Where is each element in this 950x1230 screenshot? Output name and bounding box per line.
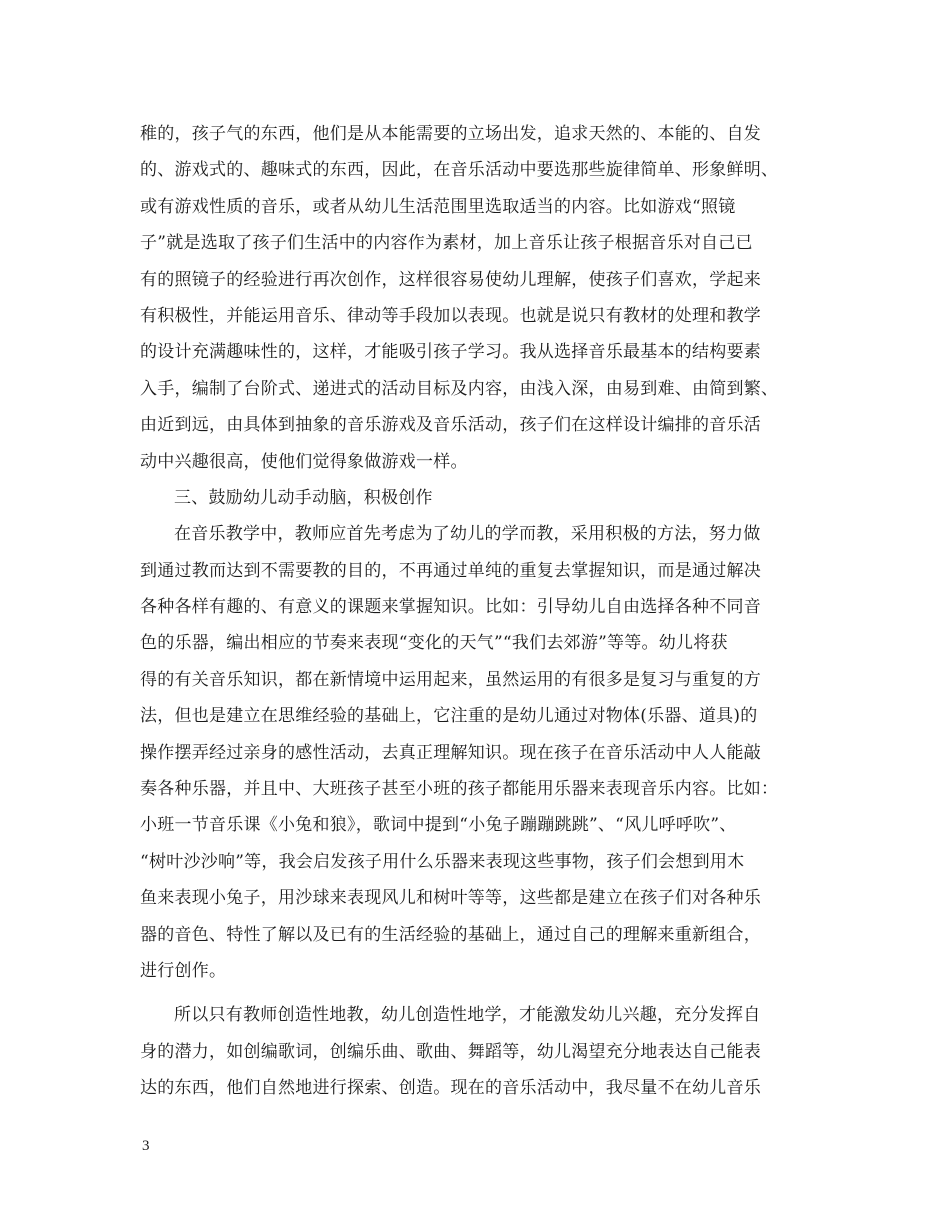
text-line: 有积极性，并能运用音乐、律动等手段加以表现。也就是说只有教材的处理和教学 xyxy=(140,305,761,326)
text-line: 所以只有教师创造性地教，幼儿创造性地学，才能激发幼儿兴趣，充分发挥自 xyxy=(174,1005,761,1026)
text-line: 色的乐器，编出相应的节奏来表现“变化的天气”“我们去郊游”等等。幼儿将获 xyxy=(140,633,728,654)
text-line: 器的音色、特性了解以及已有的生活经验的基础上，通过自己的理解来重新组合， xyxy=(140,924,761,945)
text-line: 法，但也是建立在思维经验的基础上，它注重的是幼儿通过对物体(乐器、道具)的 xyxy=(140,706,758,727)
text-line: 入手，编制了台阶式、递进式的活动目标及内容，由浅入深，由易到难、由简到繁、 xyxy=(140,378,779,399)
text-line: 的设计充满趣味性的，这样，才能吸引孩子学习。我从选择音乐最基本的结构要素 xyxy=(140,342,761,363)
text-line: 有的照镜子的经验进行再次创作，这样很容易使幼儿理解，使孩子们喜欢，学起来 xyxy=(140,269,761,290)
body-text xyxy=(140,116,812,1107)
text-line: 鱼来表现小兔子，用沙球来表现风儿和树叶等等，这些都是建立在孩子们对各种乐 xyxy=(140,888,761,909)
text-line: 稚的，孩子气的东西，他们是从本能需要的立场出发，追求天然的、本能的、自发 xyxy=(140,124,761,144)
page-number: 3 xyxy=(142,1138,150,1154)
section-heading: 三、鼓励幼儿动手动脑，积极创作 xyxy=(174,487,433,508)
text-line: 由近到远，由具体到抽象的音乐游戏及音乐活动，孩子们在这样设计编排的音乐活 xyxy=(140,415,761,436)
text-line: 到通过教而达到不需要教的目的，不再通过单纯的重复去掌握知识，而是通过解决 xyxy=(140,560,761,581)
text-line: 动中兴趣很高，使他们觉得象做游戏一样。 xyxy=(140,451,468,472)
text-line: 小班一节音乐课《小兔和狼》，歌词中提到“小兔子蹦蹦跳跳”、“风儿呼呼吹”、 xyxy=(140,815,737,836)
text-line: 操作摆弄经过亲身的感性活动，去真正理解知识。现在孩子在音乐活动中人人能敲 xyxy=(140,742,761,763)
text-line: 得的有关音乐知识，都在新情境中运用起来，虽然运用的有很多是复习与重复的方 xyxy=(140,669,761,690)
text-line: 各种各样有趣的、有意义的课题来掌握知识。比如：引导幼儿自由选择各种不同音 xyxy=(140,597,761,618)
text-line: 进行创作。 xyxy=(140,960,227,981)
text-line: 身的潜力，如创编歌词，创编乐曲、歌曲、舞蹈等，幼儿渴望充分地表达自己能表 xyxy=(140,1041,761,1062)
text-line: 的、游戏式的、趣味式的东西，因此，在音乐活动中要选那些旋律简单、形象鲜明、 xyxy=(140,160,779,181)
text-line: 达的东西，他们自然地进行探索、创造。现在的音乐活动中，我尽量不在幼儿音乐 xyxy=(140,1078,761,1099)
text-line: 或有游戏性质的音乐，或者从幼儿生活范围里选取适当的内容。比如游戏“照镜 xyxy=(140,196,736,217)
text-line: 在音乐教学中，教师应首先考虑为了幼儿的学而教，采用积极的方法，努力做 xyxy=(174,524,761,545)
text-line: 子”就是选取了孩子们生活中的内容作为素材，加上音乐让孩子根据音乐对自己已 xyxy=(140,233,753,254)
text-line: “树叶沙沙响”等，我会启发孩子用什么乐器来表现这些事物，孩子们会想到用木 xyxy=(140,851,745,872)
text-line: 奏各种乐器，并且中、大班孩子甚至小班的孩子都能用乐器来表现音乐内容。比如： xyxy=(140,779,779,800)
